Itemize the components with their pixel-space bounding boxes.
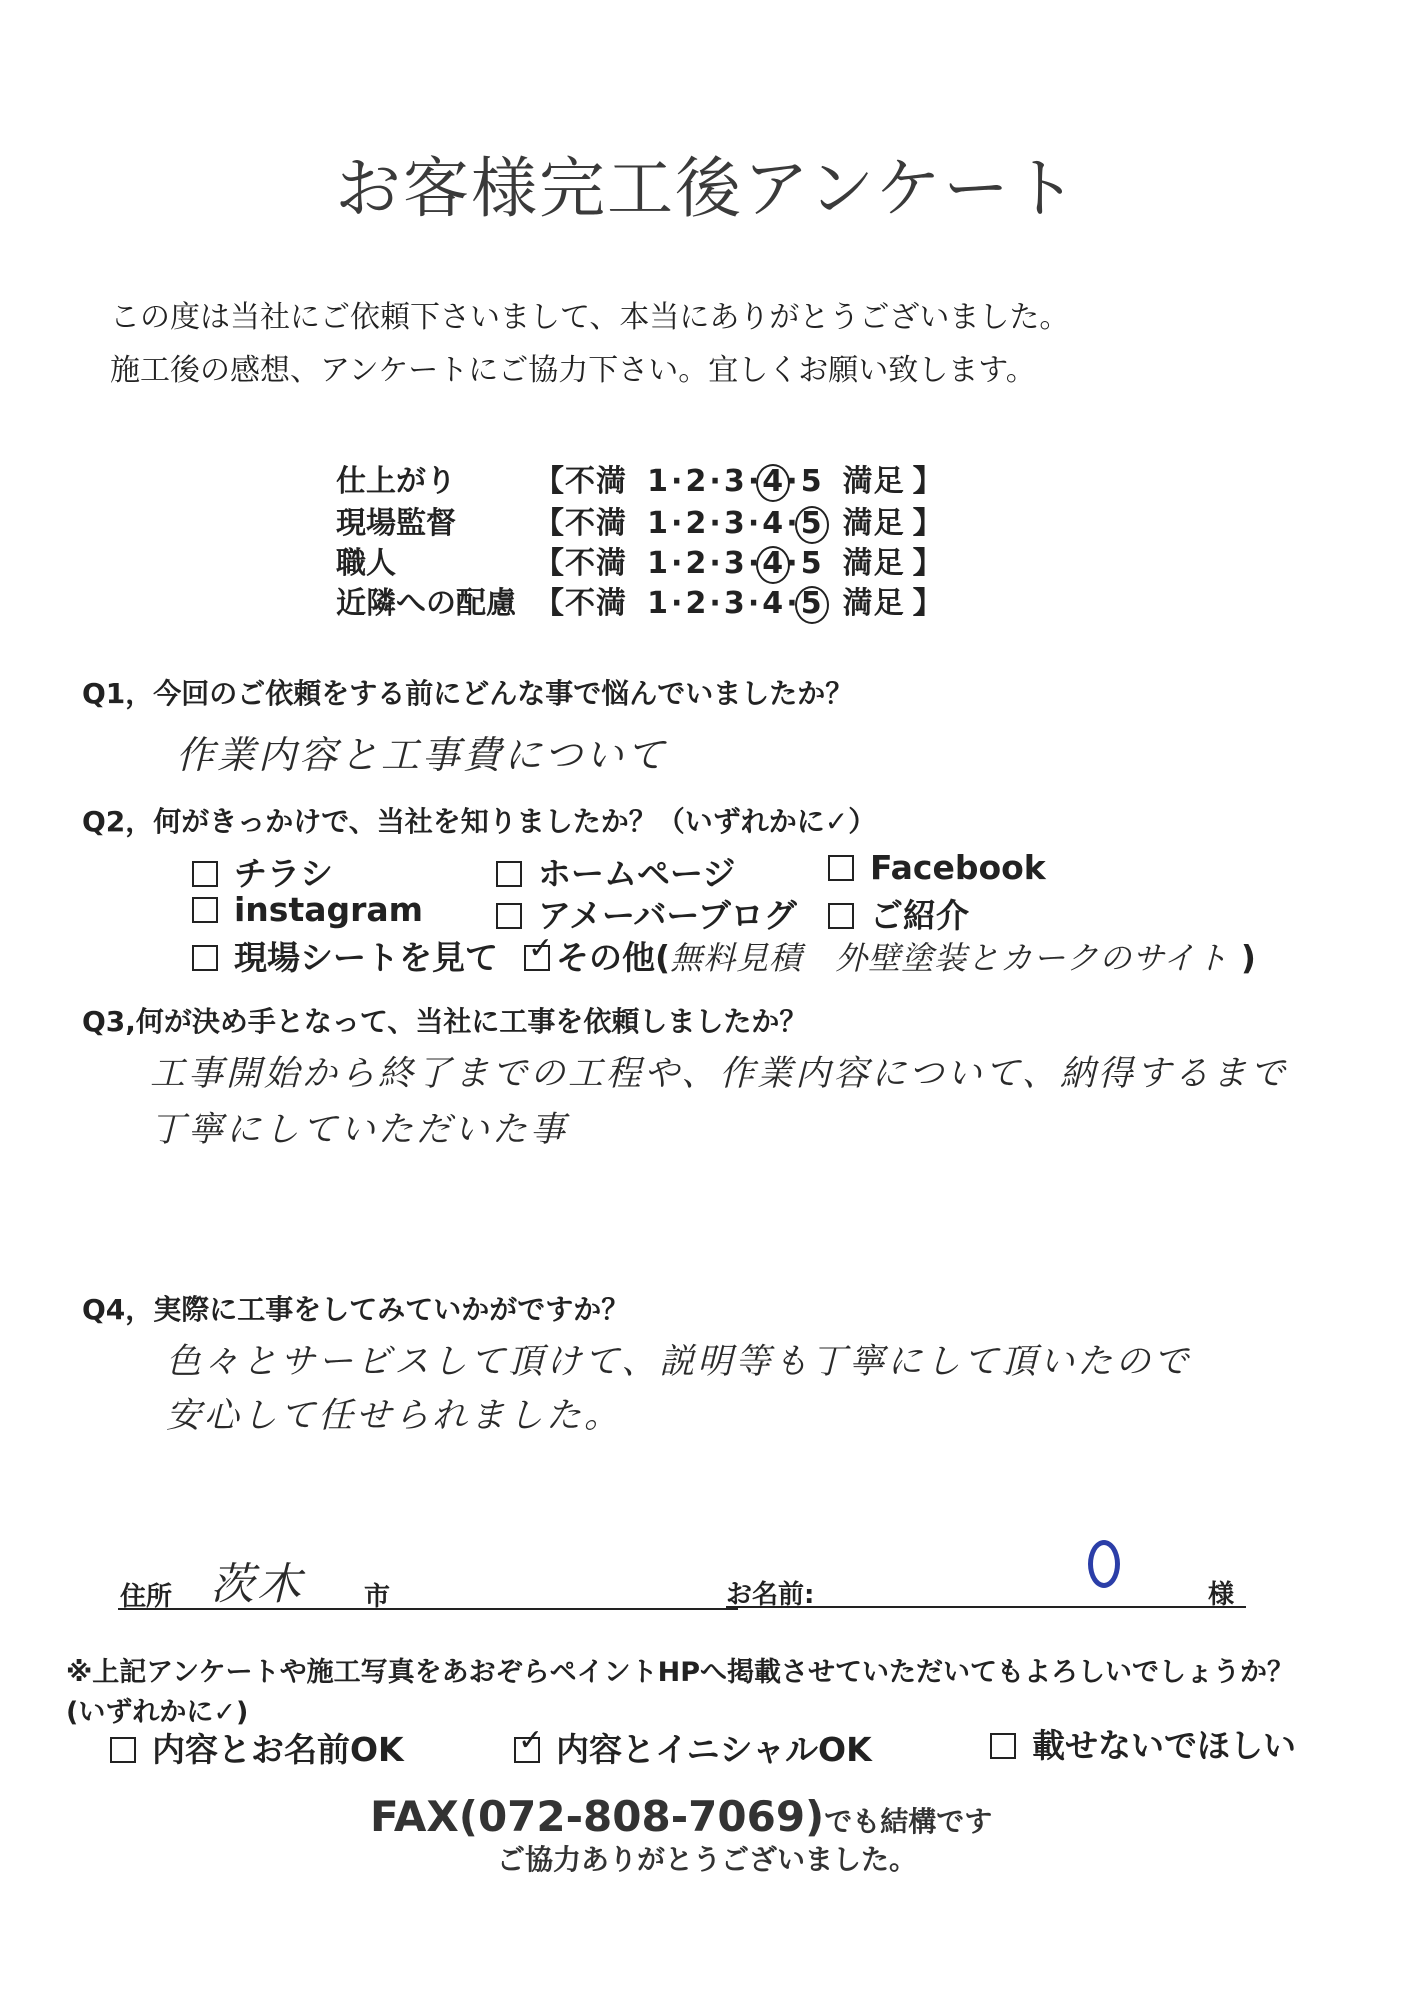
rating-scale [534, 498, 944, 542]
address-value[interactable]: 茨木 [210, 1559, 304, 1610]
q2-option-other[interactable]: ✓ その他(無料見積 外壁塗装とカークのサイト ) [524, 932, 1256, 979]
rating-separator: · [747, 586, 761, 621]
q3-question: Q3,何が決め手となって、当社に工事を依頼しましたか？ [82, 1005, 808, 1038]
rating-separator: · [709, 546, 722, 581]
q4-answer-line-2[interactable]: 安心して任せられました。 [166, 1396, 623, 1436]
checkbox[interactable] [828, 855, 854, 881]
checkbox[interactable] [192, 861, 218, 887]
rating-option[interactable]: 1 [647, 586, 669, 621]
fax-suffix: でも結構です [824, 1805, 993, 1838]
q3-answer-line-2[interactable]: 丁寧にしていただいた事 [150, 1110, 569, 1150]
checkbox[interactable] [990, 1733, 1016, 1759]
q2-option-ameba-blog[interactable]: アメーバーブログ [496, 890, 797, 937]
consent-option-initial-ok[interactable]: ✓ 内容とイニシャルOK [514, 1724, 872, 1771]
q2-option-instagram[interactable]: instagram [192, 890, 423, 929]
rating-option[interactable]: 5 [800, 546, 823, 581]
rating-option[interactable]: 1 [647, 464, 669, 499]
rating-left-word: 不満 [565, 464, 627, 499]
rating-separator: · [671, 546, 684, 581]
rating-option[interactable]: 2 [685, 464, 708, 499]
rating-option[interactable]: 1 [647, 546, 669, 581]
rating-right-word: 満足 [842, 546, 905, 581]
name-suffix: 様 [1208, 1580, 1235, 1610]
rating-label: 仕上がり [336, 464, 456, 499]
rating-separator: · [671, 586, 684, 621]
rating-separator: · [786, 546, 799, 581]
intro-line-2: 施工後の感想、アンケートにご協力下さい。宜しくお願い致します。 [110, 353, 1036, 388]
city-suffix: 市 [364, 1582, 391, 1612]
q2-question: Q2，何がきっかけで、当社を知りましたか？（いずれかに✓） [82, 805, 877, 838]
q2-option-flyer[interactable]: チラシ [192, 848, 333, 895]
rating-option-selected[interactable]: 4 [760, 546, 786, 581]
rating-option[interactable]: 4 [762, 586, 785, 621]
rating-right-word: 満足 [842, 586, 905, 621]
consent-option-name-ok[interactable]: 内容とお名前OK [110, 1724, 404, 1771]
rating-option[interactable]: 3 [723, 586, 746, 621]
rating-left-word: 不満 [565, 586, 627, 621]
rating-separator: · [709, 586, 722, 621]
q2-option-homepage[interactable]: ホームページ [496, 848, 735, 895]
rating-option[interactable]: 2 [685, 506, 708, 541]
rating-option[interactable]: 2 [685, 546, 708, 581]
rating-right-word: 満足 [842, 506, 905, 541]
fax-info [370, 1792, 992, 1841]
rating-option[interactable]: 4 [762, 506, 785, 541]
rating-scale [534, 538, 944, 582]
rating-bracket-open: 【 [534, 464, 565, 499]
rating-scale [534, 578, 944, 622]
consent-notice: ※上記アンケートや施工写真をあおぞらペイントHPへ掲載させていただいてもよろしいでしょうか？ [66, 1657, 1295, 1688]
q2-option-site-sheet[interactable]: 現場シートを見て [192, 932, 498, 979]
rating-bracket-open: 【 [534, 506, 565, 541]
rating-separator: · [671, 506, 684, 541]
survey-title: お客様完工後アンケート [334, 150, 1080, 227]
rating-label: 現場監督 [336, 506, 456, 541]
rating-option[interactable]: 3 [723, 506, 746, 541]
q3-answer-line-1[interactable]: 工事開始から終了までの工程や、作業内容について、納得するまで [150, 1054, 1288, 1094]
rating-bracket-open: 【 [534, 586, 565, 621]
checkbox[interactable] [192, 897, 218, 923]
address-underline [118, 1608, 738, 1610]
rating-option[interactable]: 5 [800, 464, 823, 499]
checkbox[interactable] [496, 861, 522, 887]
checkbox-checked[interactable] [524, 945, 550, 971]
intro-line-1: この度は当社にご依頼下さいまして、本当にありがとうございました。 [110, 300, 1070, 335]
consent-option-no[interactable]: 載せないでほしい [990, 1720, 1296, 1767]
checkbox[interactable] [496, 903, 522, 929]
rating-option-selected[interactable]: 5 [799, 586, 825, 621]
name-underline [726, 1606, 1246, 1608]
rating-scale [534, 456, 944, 500]
q2-option-referral[interactable]: ご紹介 [828, 890, 969, 937]
checkbox-checked[interactable] [514, 1737, 540, 1763]
rating-option-selected[interactable]: 4 [760, 464, 786, 499]
rating-bracket-close: 】 [912, 546, 944, 581]
rating-separator: · [747, 464, 761, 499]
rating-bracket-open: 【 [534, 546, 565, 581]
rating-left-word: 不満 [565, 546, 627, 581]
rating-separator: · [747, 506, 761, 541]
rating-bracket-close: 】 [912, 506, 944, 541]
rating-left-word: 不満 [565, 506, 627, 541]
rating-option[interactable]: 3 [723, 464, 746, 499]
checkbox[interactable] [110, 1737, 136, 1763]
q1-answer[interactable]: 作業内容と工事費について [176, 733, 668, 777]
q4-question: Q4，実際に工事をしてみていかがですか？ [82, 1293, 630, 1326]
q2-other-text[interactable]: 無料見積 外壁塗装とカークのサイト [670, 939, 1229, 977]
address-label: 住所 [120, 1582, 173, 1612]
fax-number: FAX(072-808-7069) [370, 1792, 825, 1841]
rating-option[interactable]: 2 [685, 586, 708, 621]
q1-question: Q1，今回のご依頼をする前にどんな事で悩んでいましたか？ [82, 677, 854, 710]
rating-right-word: 満足 [842, 464, 905, 499]
consent-instruction: (いずれかに✓) [66, 1697, 249, 1728]
rating-bracket-close: 】 [912, 464, 944, 499]
rating-option[interactable]: 3 [723, 546, 746, 581]
rating-separator: · [786, 586, 799, 621]
name-label: お名前: [726, 1580, 815, 1610]
rating-separator: · [747, 546, 761, 581]
rating-label: 職人 [336, 546, 396, 581]
rating-separator: · [786, 464, 799, 499]
rating-separator: · [786, 506, 799, 541]
rating-separator: · [709, 506, 722, 541]
rating-separator: · [671, 464, 684, 499]
rating-separator: · [709, 464, 722, 499]
q4-answer-line-1[interactable]: 色々とサービスして頂けて、説明等も丁寧にして頂いたので [166, 1342, 1192, 1382]
rating-option[interactable]: 1 [647, 506, 669, 541]
rating-bracket-close: 】 [912, 586, 944, 621]
checkbox[interactable] [192, 945, 218, 971]
rating-option-selected[interactable]: 5 [799, 506, 825, 541]
checkbox[interactable] [828, 903, 854, 929]
thanks-message: ご協力ありがとうございました。 [496, 1843, 917, 1876]
rating-label: 近隣への配慮 [336, 586, 516, 621]
handwritten-initial-mark[interactable] [1088, 1540, 1120, 1588]
q2-option-facebook[interactable]: Facebook [828, 848, 1046, 887]
